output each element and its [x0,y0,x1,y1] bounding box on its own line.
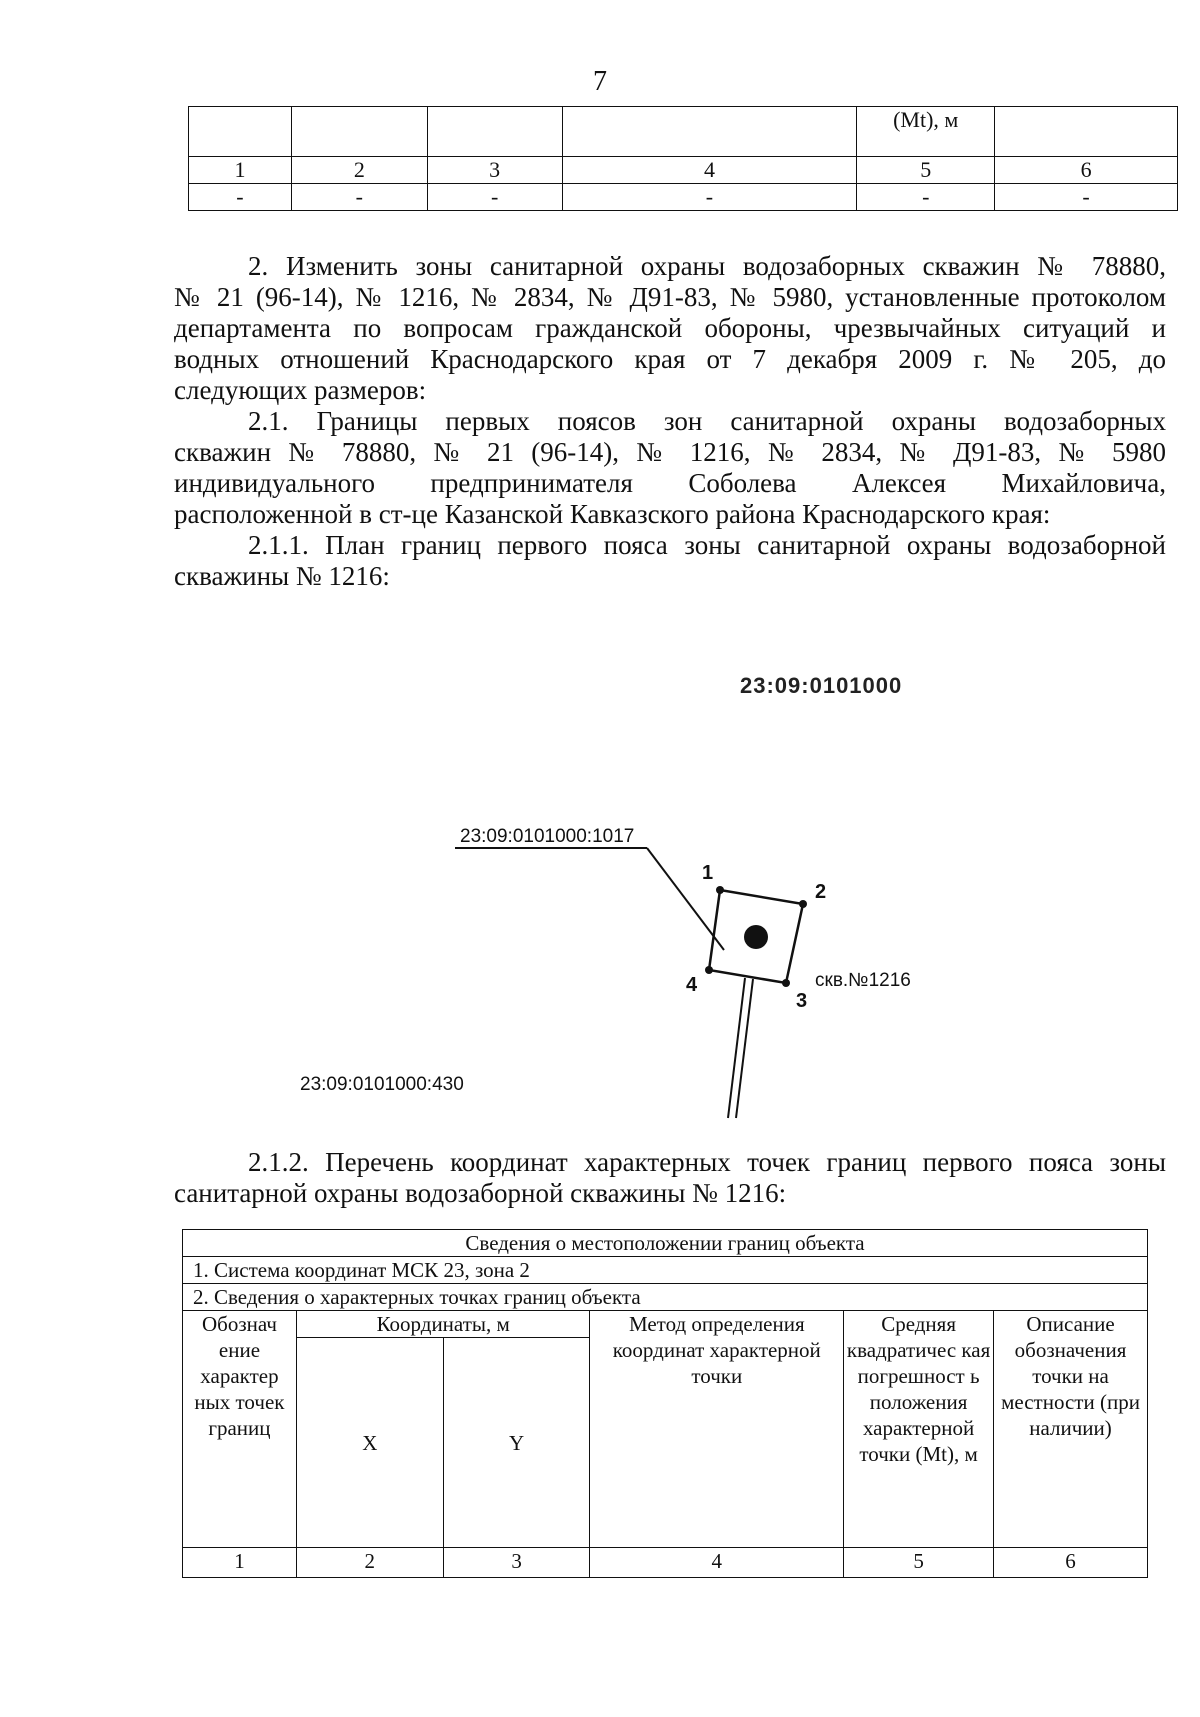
road-line-right [736,979,753,1118]
paragraph-2-1-line-3: индивидуального предпринимателя Соболева Алексея Михайловича, [174,468,1166,498]
well-marker [744,925,768,949]
table-cell: 4 [562,157,857,184]
road-line-left [728,978,745,1118]
header-point-designation: Обознач ение характер ных точек границ [183,1311,297,1548]
point-label-4: 4 [686,974,698,996]
table-cell: - [857,184,995,211]
table-cell: 1 [183,1548,297,1578]
paragraph-2-line-5: следующих размеров: [174,375,427,405]
table-title: Сведения о местоположении границ объекта [183,1230,1148,1257]
table-cell: 2 [296,1548,443,1578]
header-x: X [296,1338,443,1548]
table-cell: 5 [844,1548,994,1578]
paragraph-2-line-2: № 21 (96-14), № 1216, № 2834, № Д91-83, № 5980, установленные протоколом [174,282,1166,312]
coordinates-table [182,1229,1148,1578]
table-cell: 5 [857,157,995,184]
well-label: скв.№1216 [815,970,911,991]
paragraph-2-line-4: водных отношений Краснодарского края от 7 декабря 2009 г. № 205, до [174,344,1166,374]
paragraph-2-line-1: 2. Изменить зоны санитарной охраны водозаборных скважин № 78880, [248,251,1166,281]
table-cell: 1 [189,157,292,184]
table-cell: 4 [590,1548,844,1578]
table-cell: - [427,184,562,211]
point-label-1: 1 [702,862,714,884]
points-info-row: 2. Сведения о характерных точках границ объекта [183,1284,1148,1311]
point-label-2: 2 [815,881,827,903]
paragraph-2-line-3: департамента по вопросам гражданской обороны, чрезвычайных ситуаций и [174,313,1166,343]
table-cell: 2 [291,157,427,184]
table-row [183,1311,1148,1338]
table-row [183,1548,1148,1578]
paragraph-2-1-line-2: скважин № 78880, № 21 (96-14), № 1216, № 2834, № Д91-83, № 5980 [174,437,1166,467]
point-label-3: 3 [796,990,808,1012]
header-coordinates: Координаты, м [296,1311,590,1338]
table-cell: 3 [443,1548,590,1578]
table-row [183,1230,1148,1257]
quarter-number-label: 23:09:0101000 [740,673,903,698]
paragraph-2-1-line-4: расположенной в ст-це Казанской Кавказского района Краснодарского края: [174,499,1051,529]
boundary-point-4 [705,966,713,974]
header-method: Метод определения координат характерной точки [590,1311,844,1548]
header-description: Описание обозначения точки на местности (при наличии) [994,1311,1148,1548]
boundary-point-3 [782,979,790,987]
table-cell: 3 [427,157,562,184]
table-row [183,1284,1148,1311]
boundary-point-2 [799,900,807,908]
table-cell: - [189,184,292,211]
paragraph-2-1-line-1: 2.1. Границы первых поясов зон санитарной охраны водозаборных [248,406,1166,436]
table-cell: - [995,184,1178,211]
table-row [183,1257,1148,1284]
header-mean-error: Средняя квадратичес кая погрешност ь положения характерной точки (Mt), м [844,1311,994,1548]
paragraph-2-1-2-line-1: 2.1.2. Перечень координат характерных точек границ первого пояса зоны [248,1147,1166,1177]
table-cell: (Mt), м [857,107,995,157]
coordinate-system-row: 1. Система координат МСК 23, зона 2 [183,1257,1148,1284]
parcel-label: 23:09:0101000:1017 [460,826,635,847]
paragraph-2-1-1-line-1: 2.1.1. План границ первого пояса зоны санитарной охраны водозаборной [248,530,1166,560]
table-cell: - [291,184,427,211]
page-number: 7 [593,66,607,97]
paragraph-2-1-2-line-2: санитарной охраны водозаборной скважины № 1216: [174,1178,787,1208]
table-cell: - [562,184,857,211]
table-cell: 6 [995,157,1178,184]
header-y: Y [443,1338,590,1548]
table-cell: 6 [994,1548,1148,1578]
other-parcel-label: 23:09:0101000:430 [300,1074,464,1095]
paragraph-2-1-1-line-2: скважины № 1216: [174,561,390,591]
boundary-point-1 [716,886,724,894]
